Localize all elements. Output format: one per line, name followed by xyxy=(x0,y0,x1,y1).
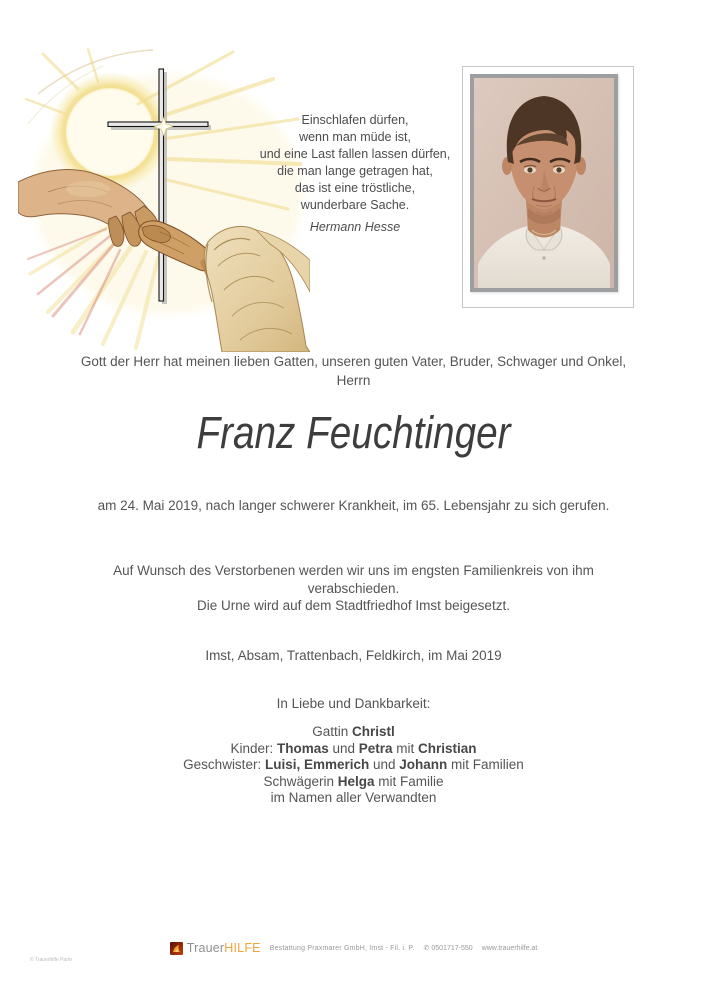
family-line-gattin: Gattin Christl xyxy=(312,724,395,739)
footer-company-info: Bestattung Praxmarer GmbH, Imst - Fil. i. P. xyxy=(269,944,415,952)
portrait-photo-frame xyxy=(462,66,634,308)
wish-line-1: Auf Wunsch des Verstorbenen werden wir uns im engsten Familienkreis von ihm xyxy=(113,563,594,578)
poem-block xyxy=(235,112,475,236)
trauerhilfe-brand xyxy=(170,941,261,955)
intro-line-2: Herrn xyxy=(336,372,371,388)
family-line-verwandte: im Namen aller Verwandten xyxy=(270,790,437,806)
phone-icon: ✆ xyxy=(423,945,430,952)
deceased-name: Franz Feuchtinger xyxy=(196,407,511,458)
urn-line: Die Urne wird auf dem Stadtfriedhof Imst beigesetzt. xyxy=(197,598,510,613)
poem-line: und eine Last fallen lassen dürfen, xyxy=(259,147,451,161)
places-line: Imst, Absam, Trattenbach, Feldkirch, im Mai 2019 xyxy=(205,648,502,663)
poem-line: das ist eine tröstliche, xyxy=(294,181,416,195)
poem-line: Einschlafen dürfen, xyxy=(301,113,409,127)
farewell-text xyxy=(0,562,707,615)
death-line: am 24. Mai 2019, nach langer schwerer Krankheit, im 65. Lebensjahr zu sich gerufen. xyxy=(97,498,610,513)
footer xyxy=(0,941,707,955)
robe-sleeve xyxy=(204,226,310,352)
poem-line: wunderbare Sache. xyxy=(300,198,410,212)
family-line-geschwister: Geschwister: Luisi, Emmerich und Johann mit Familien xyxy=(183,757,524,773)
wish-line-2: verabschieden. xyxy=(307,580,400,596)
copyright-note: © Trauerhilfe Parte xyxy=(30,957,73,963)
poem-line: die man lange getragen hat, xyxy=(277,164,433,178)
intro-line-1: Gott der Herr hat meinen lieben Gatten, unseren guten Vater, Bruder, Schwager und Onkel, xyxy=(80,354,627,369)
portrait-illustration xyxy=(474,78,614,288)
family-line-kinder: Kinder: Thomas und Petra mit Christian xyxy=(230,740,477,756)
portrait-photo xyxy=(470,74,618,292)
footer-phone: ✆ 0501717-550 xyxy=(423,945,473,952)
intro-text xyxy=(0,353,707,390)
poem-author: Hermann Hesse xyxy=(309,220,401,234)
family-line-schwaegerin: Schwägerin Helga mit Familie xyxy=(263,773,444,789)
family-list xyxy=(0,724,707,807)
trauerhilfe-logo-icon xyxy=(170,942,183,955)
footer-website-link[interactable]: www.trauerhilfe.at xyxy=(481,944,538,952)
poem-line: wenn man müde ist, xyxy=(299,130,411,144)
brand-text: TrauerHILFE xyxy=(186,941,261,955)
closing-line: In Liebe und Dankbarkeit: xyxy=(276,696,431,711)
